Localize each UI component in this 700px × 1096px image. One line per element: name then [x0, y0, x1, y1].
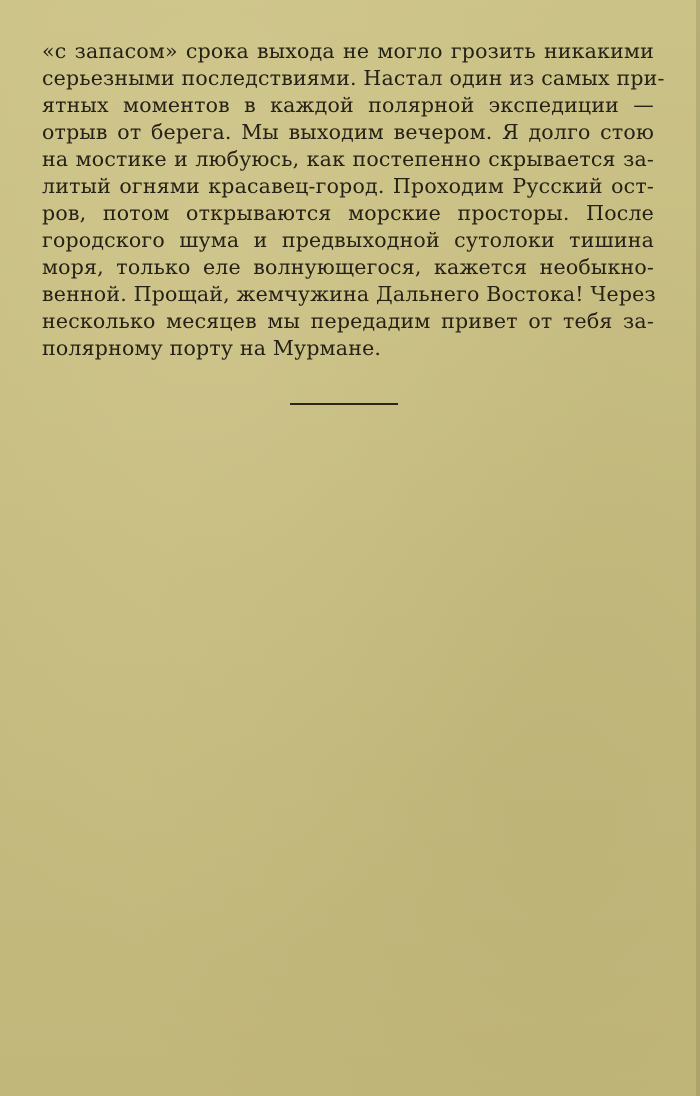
text-line-10: венной. Прощай, жемчужина Дальнего Востока! Через: [42, 282, 656, 306]
text-line-11: несколько месяцев мы передадим привет от тебя за-: [42, 309, 654, 333]
text-line-12: полярному порту на Мурмане.: [42, 336, 382, 360]
text-line-7: ров, потом открываются морские просторы. После: [42, 201, 654, 225]
text-line-6: литый огнями красавец-город. Проходим Русский ост-: [42, 174, 654, 198]
page-edge: [696, 0, 700, 1096]
text-line-4: отрыв от берега. Мы выходим вечером. Я долго стою: [42, 120, 654, 144]
text-line-3: ятных моментов в каждой полярной экспедиции —: [42, 93, 654, 117]
text-line-9: моря, только еле волнующегося, кажется необыкно-: [42, 255, 654, 279]
body-text: [42, 38, 665, 362]
text-line-5: на мостике и любуюсь, как постепенно скрывается за-: [42, 147, 654, 171]
text-line-2: серьезными последствиями. Настал один из самых при-: [42, 66, 665, 90]
text-line-8: городского шума и предвыходной сутолоки тишина: [42, 228, 654, 252]
section-end-rule: [290, 403, 398, 405]
text-line-1: «с запасом» срока выхода не могло грозить никакими: [42, 39, 654, 63]
